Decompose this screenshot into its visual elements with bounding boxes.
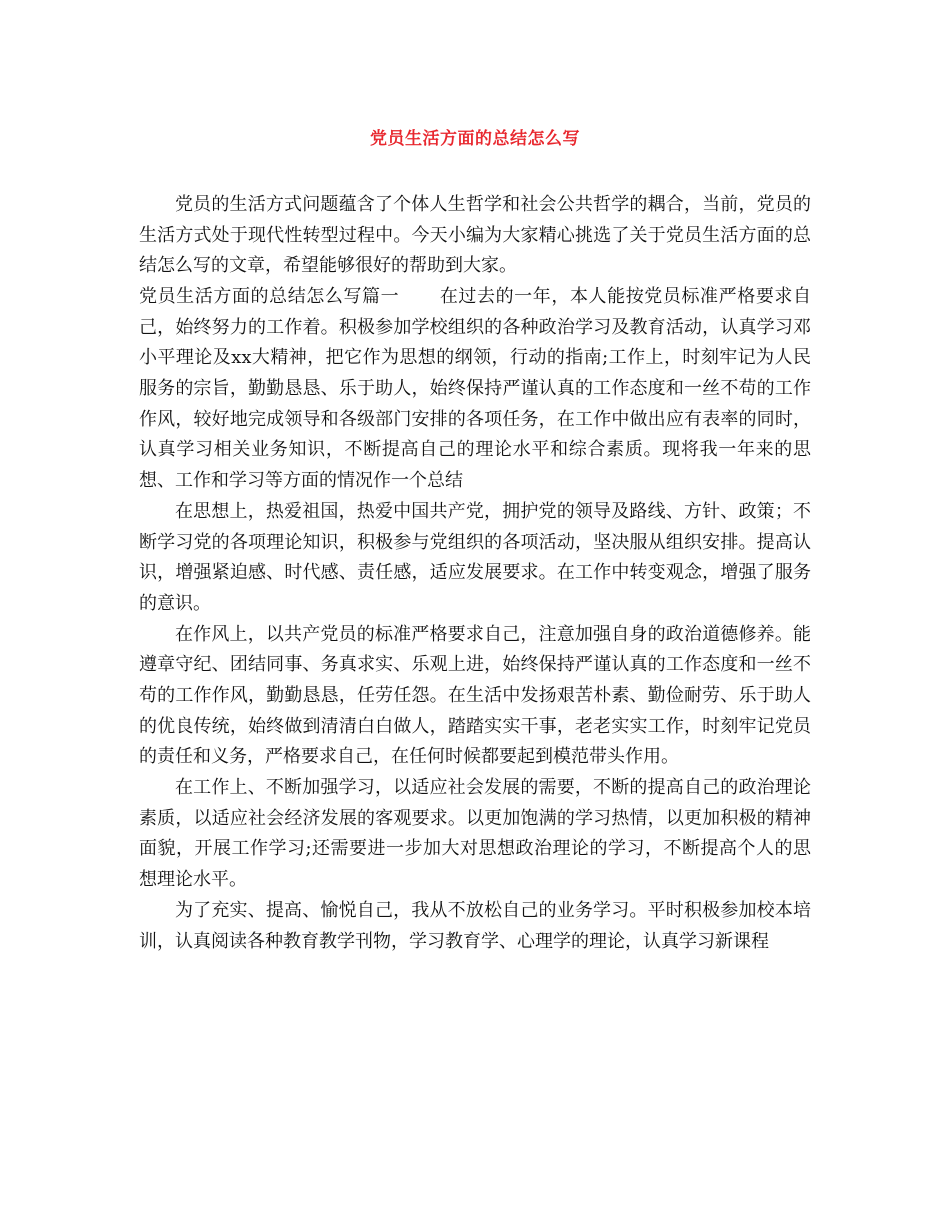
paragraph-work: 在工作上、不断加强学习，以适应社会发展的需要，不断的提高自己的政治理论素质，以适应社会经济发展的客观要求。以更加饱满的学习热情，以更加积极的精神面貌，开展工作学习;还需要进一步加大对思想政治理论的学习，不断提高个人的思想理论水平。 xyxy=(139,777,811,891)
intro-paragraph: 党员的生活方式问题蕴含了个体人生哲学和社会公共哲学的耦合，当前，党员的生活方式处于现代性转型过程中。今天小编为大家精心挑选了关于党员生活方面的总结怎么写的文章，希望能够很好的帮助到大家。 xyxy=(139,194,811,277)
paragraph-study: 为了充实、提高、愉悦自己，我从不放松自己的业务学习。平时积极参加校本培训，认真阅读各种教育教学刊物，学习教育学、心理学的理论，认真学习新课程 xyxy=(139,900,811,952)
document-body xyxy=(139,190,811,958)
paragraph-thought: 在思想上，热爱祖国，热爱中国共产党，拥护党的领导及路线、方针、政策；不断学习党的各项理论知识，积极参与党组织的各项活动，坚决服从组织安排。提高认识，增强紧迫感、时代感、责任感，适应发展要求。在工作中转变观念，增强了服务的意识。 xyxy=(139,500,811,614)
document-title: 党员生活方面的总结怎么写 xyxy=(370,129,580,149)
section-heading: 党员生活方面的总结怎么写篇一 xyxy=(139,286,400,308)
section-lead: 在过去的一年，本人能按党员标准严格要求自己，始终努力的工作着。积极参加学校组织的各种政治学习及教育活动，认真学习邓小平理论及xx大精神，把它作为思想的纲领，行动的指南;工作上，时刻牢记为人民服务的宗旨，勤勤恳恳、乐于助人，始终保持严谨认真的工作态度和一丝不苟的工作作风，较好地完成领导和各级部门安排的各项任务，在工作中做出应有表率的同时，认真学习相关业务知识，不断提高自己的理论水平和综合素质。现将我一年来的思想、工作和学习等方面的情况作一个总结 xyxy=(139,286,811,491)
paragraph-style: 在作风上，以共产党员的标准严格要求自己，注意加强自身的政治道德修养。能遵章守纪、团结同事、务真求实、乐观上进，始终保持严谨认真的工作态度和一丝不苟的工作作风，勤勤恳恳，任劳任怨。在生活中发扬艰苦朴素、勤俭耐劳、乐于助人的优良传统，始终做到清清白白做人，踏踏实实干事，老老实实工作，时刻牢记党员的责任和义务，严格要求自己，在任何时候都要起到模范带头作用。 xyxy=(139,623,811,768)
section-paragraph xyxy=(139,282,811,496)
